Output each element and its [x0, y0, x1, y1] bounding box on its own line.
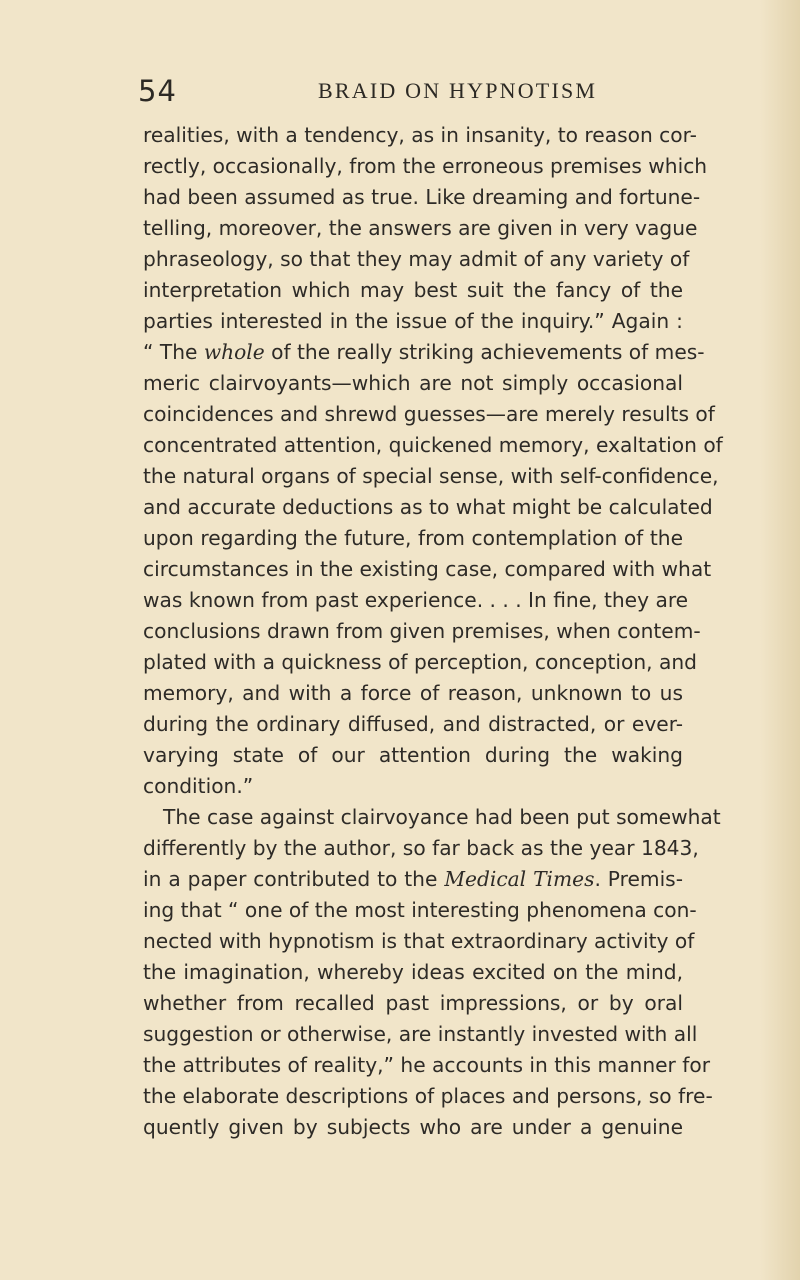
text-line: the natural organs of special sense, with self-confidence, — [143, 464, 719, 488]
text-line: quently given by subjects who are under a genuine — [143, 1115, 683, 1139]
text-line: telling, moreover, the answers are given in very vague — [143, 216, 698, 240]
text-line: upon regarding the future, from contemplation of the — [143, 526, 683, 550]
text-line: meric clairvoyants—which are not simply occasional — [143, 371, 683, 395]
text-line: ing that “ one of the most interesting phenomena con- — [143, 898, 697, 922]
text-line: suggestion or otherwise, are instantly invested with all — [143, 1022, 698, 1046]
text-line: the imagination, whereby ideas excited on the mind, — [143, 960, 683, 984]
text-line: “ The whole of the really striking achievements of mes- — [143, 340, 705, 364]
text-line: circumstances in the existing case, compared with what — [143, 557, 712, 581]
text-line: nected with hypnotism is that extraordinary activity of — [143, 929, 695, 953]
italic-journal-title: Medical Times — [444, 867, 595, 891]
text-line: parties interested in the issue of the inquiry.” Again : — [143, 309, 683, 333]
text-line: realities, with a tendency, as in insanity, to reason cor- — [143, 123, 697, 147]
text-line: The case against clairvoyance had been put somewhat — [163, 805, 721, 829]
text-line: in a paper contributed to the Medical Times. Premis- — [143, 867, 683, 891]
text-line: the elaborate descriptions of places and persons, so fre- — [143, 1084, 713, 1108]
text-line: phraseology, so that they may admit of any variety of — [143, 247, 690, 271]
text-line: coincidences and shrewd guesses—are merely results of — [143, 402, 715, 426]
text-line: plated with a quickness of perception, conception, and — [143, 650, 697, 674]
text-line: interpretation which may best suit the fancy of the — [143, 278, 683, 302]
text-line: memory, and with a force of reason, unknown to us — [143, 681, 683, 705]
text-line: was known from past experience. . . . In fine, they are — [143, 588, 689, 612]
text-line: conclusions drawn from given premises, when contem- — [143, 619, 701, 643]
running-title: BRAID ON HYPNOTISM — [318, 78, 598, 103]
page-edge-shadow — [760, 0, 800, 1280]
text-line: had been assumed as true. Like dreaming and fortune- — [143, 185, 701, 209]
text-line: during the ordinary diffused, and distracted, or ever- — [143, 712, 683, 736]
text-line: condition.” — [143, 774, 254, 798]
text-line: the attributes of reality,” he accounts in this manner for — [143, 1053, 711, 1077]
text-line: differently by the author, so far back as the year 1843, — [143, 836, 699, 860]
page-header — [0, 74, 800, 110]
italic-emphasis: whole — [203, 340, 265, 364]
text-line: and accurate deductions as to what might be calculated — [143, 495, 713, 519]
body-text — [143, 120, 723, 1143]
text-line: rectly, occasionally, from the erroneous premises which — [143, 154, 708, 178]
text-line: varying state of our attention during the waking — [143, 743, 683, 767]
text-line: concentrated attention, quickened memory, exaltation of — [143, 433, 723, 457]
text-line: whether from recalled past impressions, or by oral — [143, 991, 683, 1015]
page-number: 54 — [138, 74, 177, 108]
